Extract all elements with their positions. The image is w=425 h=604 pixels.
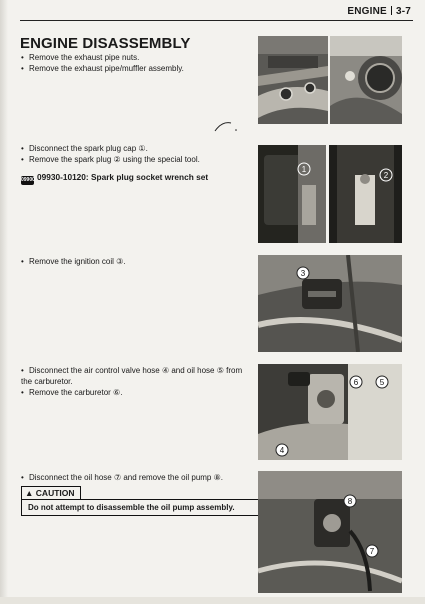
photo-exhaust-left-drawing bbox=[258, 36, 328, 124]
callout-2: 2 bbox=[383, 171, 389, 180]
step-remove-exhaust-nuts: • Remove the exhaust pipe nuts. bbox=[21, 53, 140, 62]
page-title: ENGINE DISASSEMBLY bbox=[20, 35, 191, 52]
step-remove-ignition-coil: • Remove the ignition coil ③. bbox=[21, 257, 126, 266]
photo-spark-plug-cap bbox=[258, 145, 326, 243]
special-tool-icon: 09900 bbox=[21, 177, 35, 183]
photo-exhaust-right-drawing bbox=[330, 36, 402, 124]
caution-box: Do not attempt to disassemble the oil pump assembly. bbox=[21, 499, 263, 516]
special-tool-line bbox=[21, 172, 208, 185]
special-tool-label: 09930-10120: Spark plug socket wrench set bbox=[37, 172, 209, 182]
step-text: Disconnect the air control valve hose ④ and oil hose ⑤ from the carburetor. bbox=[21, 366, 243, 386]
photo-ignition-coil bbox=[258, 255, 402, 352]
page-shadow bbox=[0, 0, 8, 604]
photo-carburetor-drawing bbox=[258, 364, 402, 460]
photo-exhaust-left bbox=[258, 36, 328, 124]
caution-label bbox=[21, 486, 81, 500]
step-text: Remove the carburetor ⑥. bbox=[29, 388, 123, 397]
header-page-number: 3-7 bbox=[395, 6, 411, 17]
page-bottom-edge bbox=[0, 597, 425, 604]
photo-oil-pump-drawing bbox=[258, 471, 402, 593]
margin-mark bbox=[214, 119, 238, 133]
header-divider bbox=[391, 6, 392, 15]
step-text: Remove the exhaust pipe/muffler assembly. bbox=[29, 64, 184, 73]
callout-3: 3 bbox=[300, 269, 306, 278]
header-rule bbox=[20, 20, 413, 21]
callout-5: 5 bbox=[379, 378, 385, 387]
callout-1: 1 bbox=[301, 165, 307, 174]
step-remove-carburetor: • Remove the carburetor ⑥. bbox=[21, 388, 123, 397]
photo-ignition-coil-drawing bbox=[258, 255, 402, 352]
step-text: Remove the spark plug ② using the special tool. bbox=[29, 155, 200, 164]
callout-6: 6 bbox=[353, 378, 359, 387]
step-disconnect-hoses: • Disconnect the air control valve hose ④ and oil hose ⑤ from the carburetor. bbox=[21, 366, 243, 386]
callout-4: 4 bbox=[279, 446, 285, 455]
step-text: Remove the exhaust pipe nuts. bbox=[29, 53, 140, 62]
photo-oil-pump bbox=[258, 471, 402, 593]
step-text: Disconnect the spark plug cap ①. bbox=[29, 144, 148, 153]
photo-spark-plug-drawing bbox=[329, 145, 402, 243]
photo-spark-plug-cap-drawing bbox=[258, 145, 326, 243]
step-remove-oil-pump: • Disconnect the oil hose ⑦ and remove the oil pump ⑧. bbox=[21, 473, 223, 482]
photo-carburetor bbox=[258, 364, 402, 460]
step-remove-spark-plug: • Remove the spark plug ② using the special tool. bbox=[21, 155, 200, 164]
running-header bbox=[347, 6, 411, 17]
step-disconnect-plug-cap: • Disconnect the spark plug cap ①. bbox=[21, 144, 148, 153]
caution-label-text: CAUTION bbox=[35, 488, 75, 498]
step-text: Disconnect the oil hose ⑦ and remove the oil pump ⑧. bbox=[29, 473, 223, 482]
step-remove-exhaust-assembly: • Remove the exhaust pipe/muffler assembly. bbox=[21, 64, 184, 73]
warning-triangle-icon: ▲ bbox=[25, 488, 34, 498]
callout-8: 8 bbox=[347, 497, 353, 506]
photo-exhaust-right bbox=[330, 36, 402, 124]
step-text: Remove the ignition coil ③. bbox=[29, 257, 126, 266]
callout-7: 7 bbox=[369, 547, 375, 556]
header-section: ENGINE bbox=[347, 6, 387, 17]
photo-spark-plug bbox=[329, 145, 402, 243]
